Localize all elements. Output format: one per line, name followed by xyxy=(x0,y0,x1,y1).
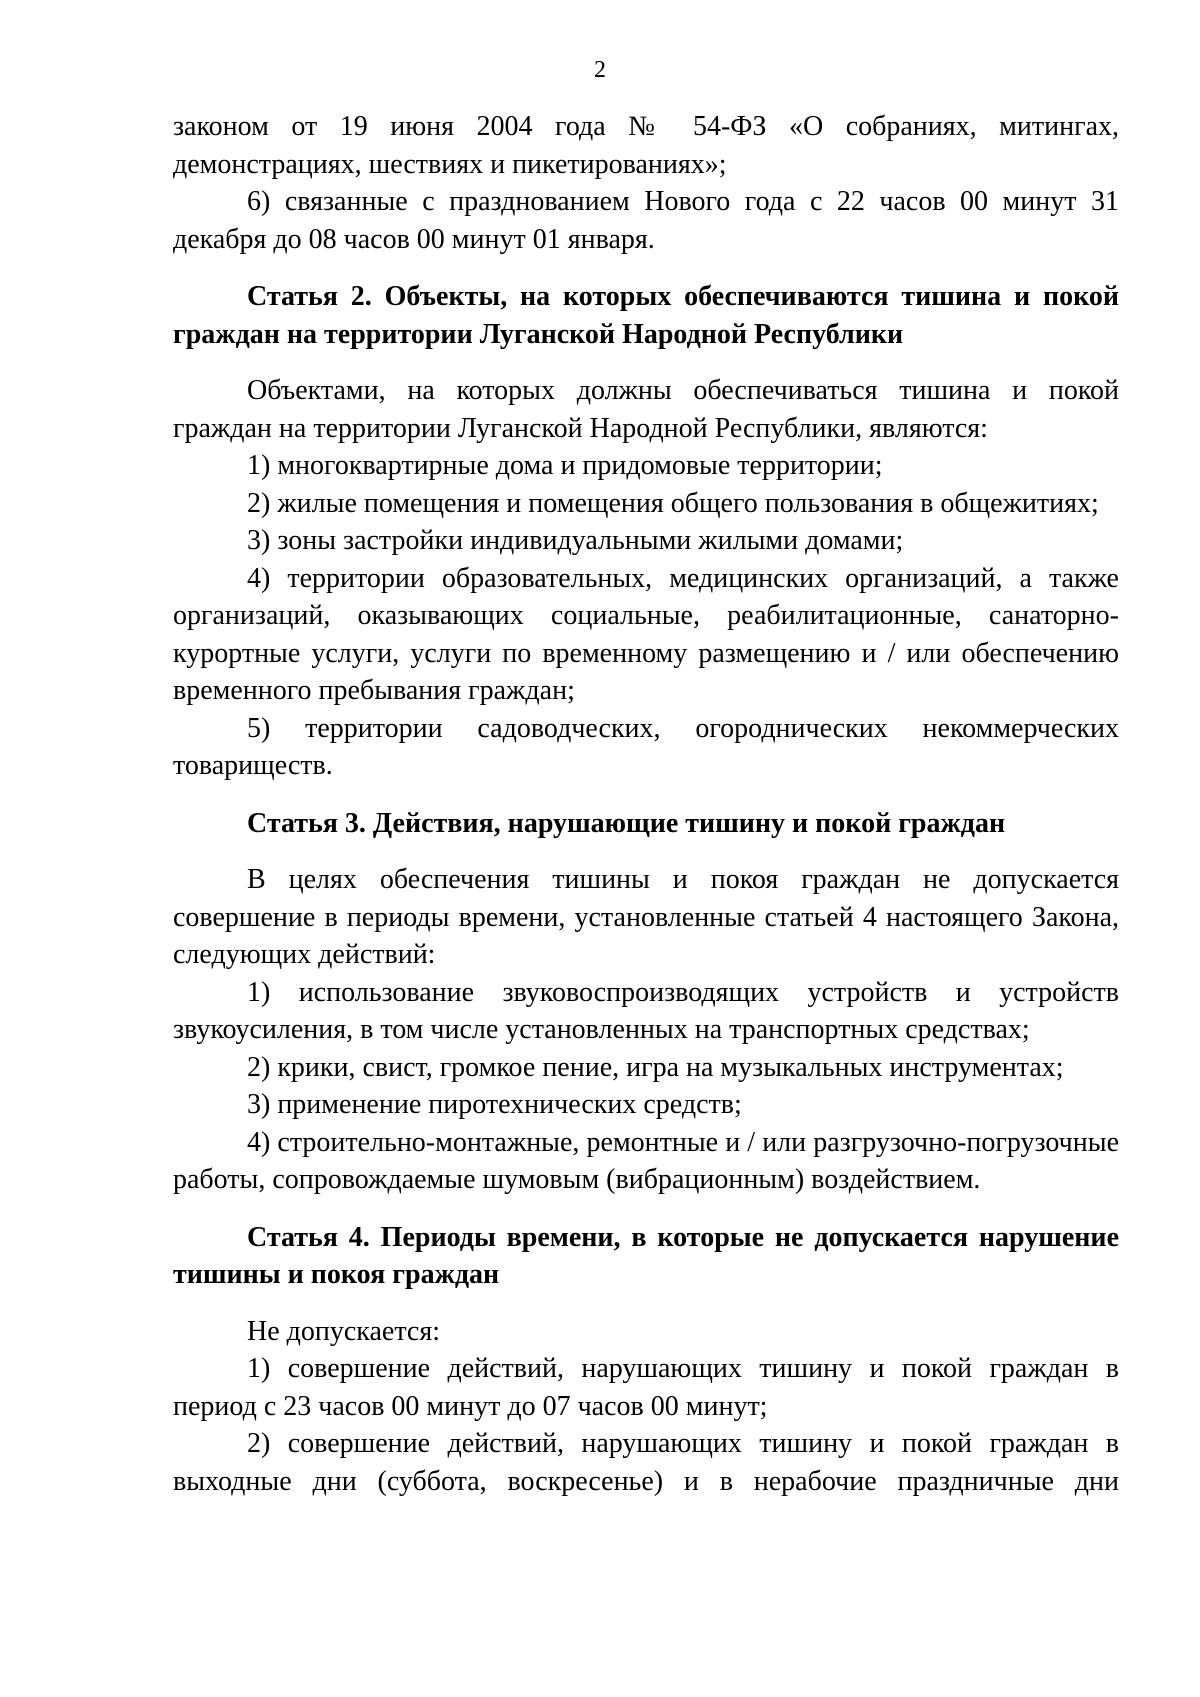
page-number: 2 xyxy=(594,57,606,83)
continuation-paragraph: законом от 19 июня 2004 года № 54-ФЗ «О собраниях, митингах, демонстрациях, шествиях и пикетированиях»; xyxy=(173,111,1119,180)
article3-item-2: 2) крики, свист, громкое пение, игра на музыкальных инструментах; xyxy=(247,1051,1064,1083)
article1-item-6: 6) связанные с празднованием Нового года с 22 часов 00 минут 31 декабря до 08 часов 00 минут 01 января. xyxy=(173,186,1119,255)
article4-item-2: 2) совершение действий, нарушающих тишину и покой граждан в выходные дни (суббота, воскресенье) и в нерабочие праздничные дни xyxy=(173,1428,1119,1497)
article2-intro: Объектами, на которых должны обеспечиваться тишина и покой граждан на территории Луганской Народной Республики, являются: xyxy=(173,375,1119,444)
article2-item-2: 2) жилые помещения и помещения общего пользования в общежитиях; xyxy=(247,487,1099,519)
article3-item-1: 1) использование звуковоспроизводящих устройств и устройств звукоусиления, в том числе установленных на транспортных средствах; xyxy=(173,976,1119,1045)
document-body xyxy=(173,108,1119,1500)
article3-intro: В целях обеспечения тишины и покоя граждан не допускается совершение в периоды времени, установленные статьей 4 настоящего Закона, следующих действий: xyxy=(173,864,1119,970)
article3-item-3: 3) применение пиротехнических средств; xyxy=(247,1089,742,1120)
article2-heading: Статья 2. Объекты, на которых обеспечиваются тишина и покой граждан на территории Луганской Народной Республики xyxy=(173,281,1119,350)
article2-item-3: 3) зоны застройки индивидуальными жилыми домами; xyxy=(247,525,904,556)
article2-item-5: 5) территории садоводческих, огороднических некоммерческих товариществ. xyxy=(173,712,1119,781)
article2-item-4: 4) территории образовательных, медицинских организаций, а также организаций, оказывающих социальные, реабилитационные, санаторно-курортные услуги, услуги по временному размещению и / или обеспечению временного пребывания граждан; xyxy=(173,562,1119,706)
article3-item-4: 4) строительно-монтажные, ремонтные и / или разгрузочно-погрузочные работы, сопровождаемые шумовым (вибрационным) воздействием. xyxy=(173,1126,1119,1195)
article2-item-1: 1) многоквартирные дома и придомовые территории; xyxy=(247,450,883,481)
article4-item-1: 1) совершение действий, нарушающих тишину и покой граждан в период с 23 часов 00 минут до 07 часов 00 минут; xyxy=(173,1353,1119,1422)
article3-heading: Статья 3. Действия, нарушающие тишину и покой граждан xyxy=(247,807,1006,839)
article4-intro: Не допускается: xyxy=(247,1315,441,1347)
article4-heading: Статья 4. Периоды времени, в которые не допускается нарушение тишины и покоя граждан xyxy=(173,1221,1119,1290)
